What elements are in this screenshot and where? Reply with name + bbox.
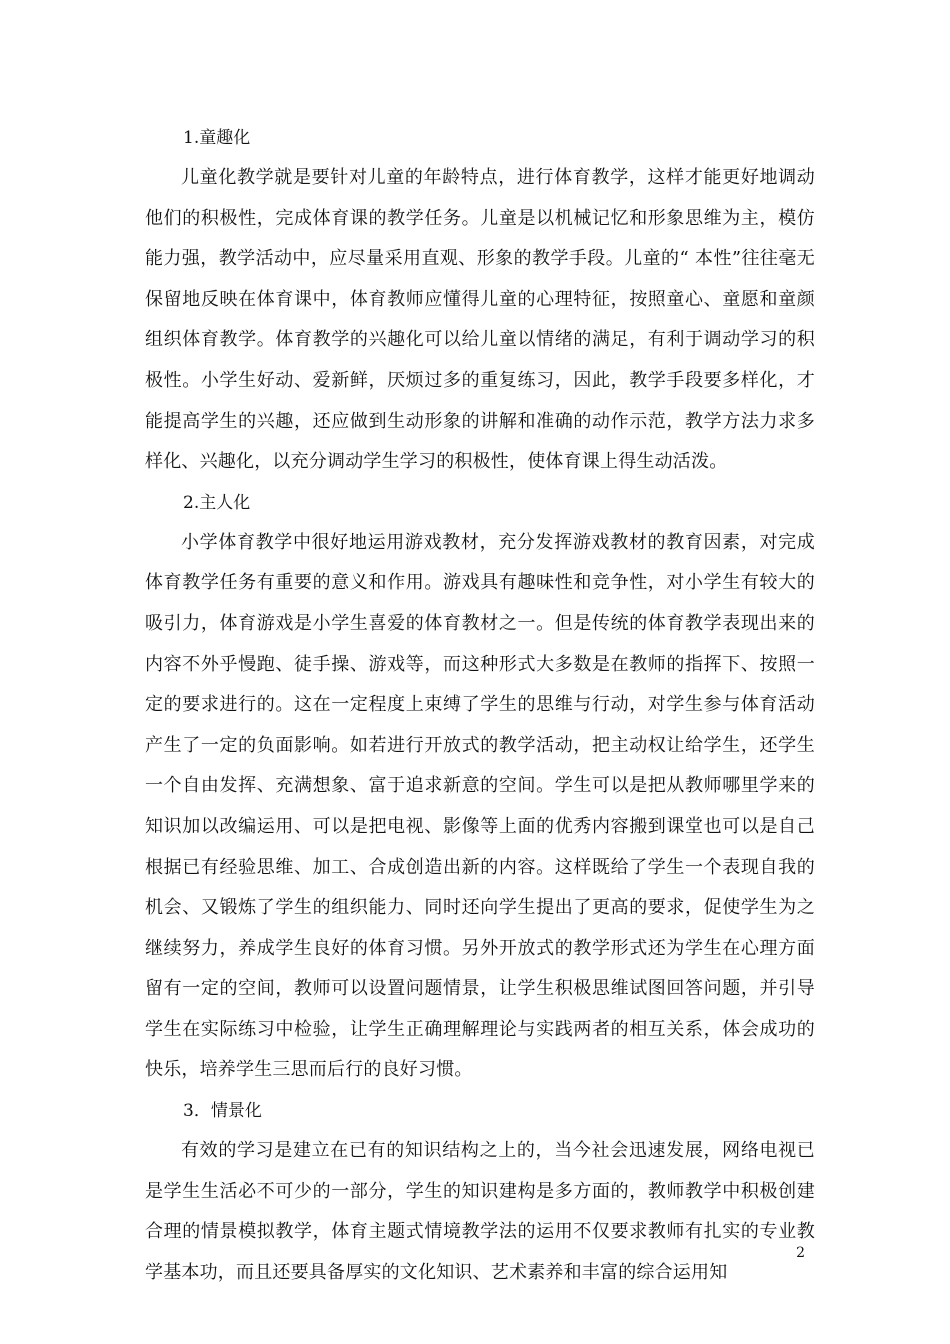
section-paragraph-3: 有效的学习是建立在已有的知识结构之上的，当今社会迅速发展，网络电视已是学生生活必不可少的一部分，学生的知识建构是多方面的，教师教学中积极创建合理的情景模拟教学，体育主题式情境教学法的运用不仅要求教师有扎实的专业教学基本功，而且还要具备厚实的文化知识、艺术素养和丰富的综合运用知 bbox=[145, 1140, 815, 1283]
section-heading-1: 1.童趣化 bbox=[183, 128, 251, 148]
section-paragraph-1: 儿童化教学就是要针对儿童的年龄特点，进行体育教学，这样才能更好地调动他们的积极性，完成体育课的教学任务。儿童是以机械记忆和形象思维为主，模仿能力强，教学活动中，应尽量采用直观、形象的教学手段。儿童的“ 本性”往往毫无保留地反映在体育课中，体育教师应懂得儿童的心理特征，按照童心、童愿和童颜组织体育教学。体育教学的兴趣化可以给儿童以情绪的满足，有利于调动学习的积极性。小学生好动、爱新鲜，厌烦过多的重复练习，因此，教学手段要多样化，才能提高学生的兴趣，还应做到生动形象的讲解和准确的动作示范，教学方法力求多样化、兴趣化，以充分调动学生学习的积极性，使体育课上得生动活泼。 bbox=[145, 167, 815, 473]
section-heading-3: 3．情景化 bbox=[183, 1101, 262, 1122]
section-paragraph-2: 小学体育教学中很好地运用游戏教材，充分发挥游戏教材的教育因素，对完成体育教学任务有重要的意义和作用。游戏具有趣味性和竞争性，对小学生有较大的吸引力，体育游戏是小学生喜爱的体育教材之一。但是传统的体育教学表现出来的内容不外乎慢跑、徒手操、游戏等，而这种形式大多数是在教师的指挥下、按照一定的要求进行的。这在一定程度上束缚了学生的思维与行动，对学生参与体育活动产生了一定的负面影响。如若进行开放式的教学活动，把主动权让给学生，还学生一个自由发挥、充满想象、富于追求新意的空间。学生可以是把从教师哪里学来的知识加以改编运用、可以是把电视、影像等上面的优秀内容搬到课堂也可以是自己根据已有经验思维、加工、合成创造出新的内容。这样既给了学生一个表现自我的机会、又锻炼了学生的组织能力、同时还向学生提出了更高的要求，促使学生为之继续努力，养成学生良好的体育习惯。另外开放式的教学形式还为学生在心理方面留有一定的空间，教师可以设置问题情景，让学生积极思维试图回答问题，并引导学生在实际练习中检验，让学生正确理解理论与实践两者的相互关系，体会成功的快乐，培养学生三思而后行的良好习惯。 bbox=[145, 531, 815, 1081]
document-body bbox=[145, 118, 815, 1293]
section-heading-2: 2.主人化 bbox=[183, 492, 251, 513]
page-number: 2 bbox=[796, 1245, 805, 1261]
